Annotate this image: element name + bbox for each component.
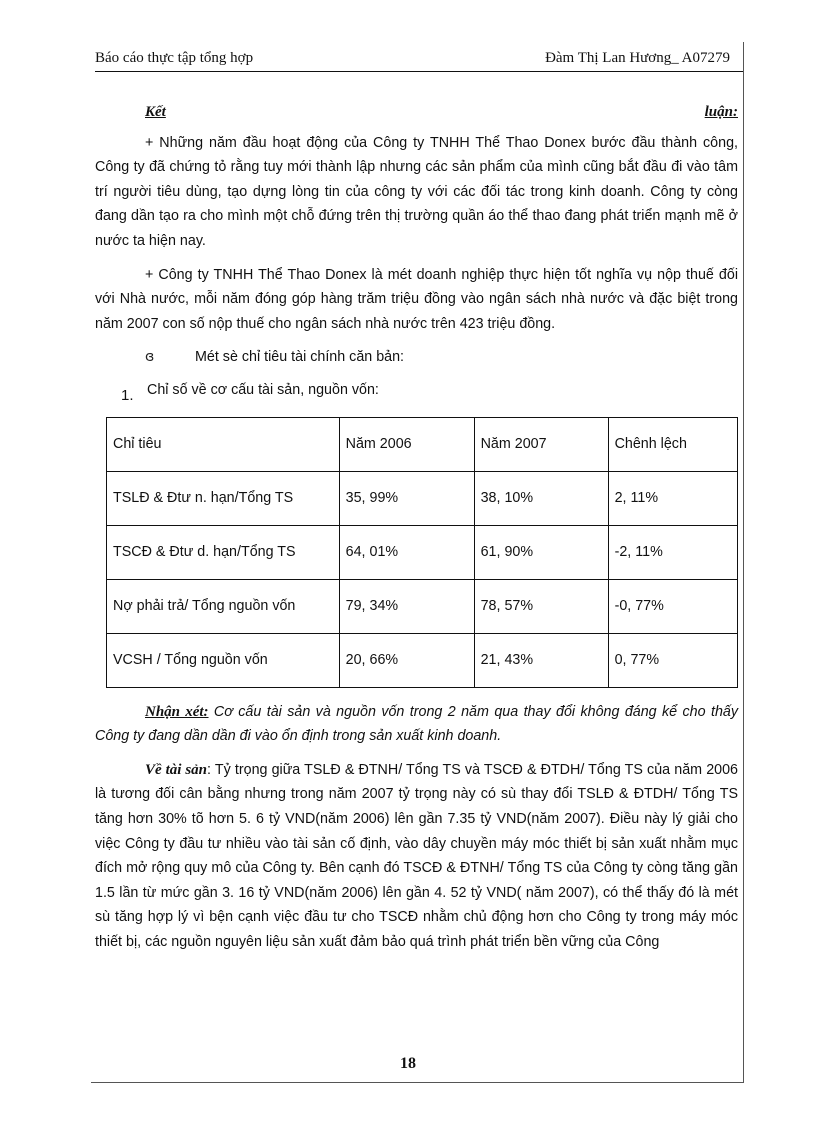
table-header-row <box>107 417 738 471</box>
table-row <box>107 579 738 633</box>
numbered-heading <box>121 378 738 403</box>
table-cell: 0, 77% <box>608 633 737 687</box>
header-author: Đàm Thị Lan Hương_ A07279 <box>545 50 730 66</box>
financial-structure-table <box>106 417 738 688</box>
table-cell: TSCĐ & Đtư d. hạn/Tổng TS <box>107 525 340 579</box>
table-cell: 79, 34% <box>339 579 474 633</box>
table-row <box>107 633 738 687</box>
table-cell: 21, 43% <box>474 633 608 687</box>
header-divider <box>95 71 743 72</box>
table-cell: 78, 57% <box>474 579 608 633</box>
assets-body: : Tỷ trọng giữa TSLĐ & ĐTNH/ Tổng TS và TSCĐ & ĐTDH/ Tổng TS của năm 2006 là tương đối cân bằng nhưng trong năm 2007 tỷ trọng này có sù thay đổi TSLĐ & ĐTDH/ Tổng TS tăng hơn 30% tõ hơn 5. 6 tỷ VND(năm 2006) lên gần 7.35 tỷ VND(năm 2007). Điều này lý giải cho việc Công ty đầu tư nhiều vào tài sản cố định, vào dây chuyền máy móc thiết bị sản xuất nhằm mục đích mở rộng quy mô của Công ty. Bên cạnh đó TSCĐ & ĐTNH/ Tổng TS của Công ty còng tăng gần 1.5 lần từ mức gần 3. 16 tỷ VND(năm 2006) lên gần 4. 52 tỷ VND( năm 2007), có thể thấy đó là mét sù tăng hợp lý vì bện cạnh việc đầu tư cho TSCĐ nhằm chủ động hơn cho Công ty trong máy móc thiết bị, các nguồn nguyên liệu sản xuất đảm bảo quá trình phát triển bền vững của Công <box>95 761 738 950</box>
table-header-cell: Chênh lệch <box>608 417 737 471</box>
conclusion-paragraph-1: + Những năm đầu hoạt động của Công ty TNHH Thể Thao Donex bước đầu thành công, Công ty đã chứng tỏ rằng tuy mới thành lập nhưng các sản phẩm của mình cũng bắt đầu đi vào tâm trí người tiêu dùng, tạo dựng lòng tin của công ty với các đối tác trong kinh doanh. Công ty còng đang dần tạo ra cho mình một chỗ đứng trên thị trường quần áo thể thao đang phát triển mạnh mẽ ở nước ta hiện nay. <box>95 134 738 249</box>
conclusion-heading-left: Kết <box>145 104 166 120</box>
table-row <box>107 471 738 525</box>
page-header <box>95 50 730 70</box>
table-row <box>107 525 738 579</box>
table-cell: 38, 10% <box>474 471 608 525</box>
remark-lead: Nhận xét: <box>145 703 209 720</box>
table-cell: Nợ phải trả/ Tổng nguồn vốn <box>107 579 340 633</box>
remark-paragraph <box>95 700 738 749</box>
table-cell: VCSH / Tổng nguồn vốn <box>107 633 340 687</box>
ornament-icon: ɞ <box>145 349 155 366</box>
table-header-cell: Năm 2007 <box>474 417 608 471</box>
page-number: 18 <box>400 1055 416 1072</box>
table-cell: TSLĐ & Đtư n. hạn/Tổng TS <box>107 471 340 525</box>
table-cell: 64, 01% <box>339 525 474 579</box>
assets-paragraph <box>95 758 738 955</box>
table-cell: -2, 11% <box>608 525 737 579</box>
table-cell: 35, 99% <box>339 471 474 525</box>
table-cell: 61, 90% <box>474 525 608 579</box>
table-header-cell: Năm 2006 <box>339 417 474 471</box>
table-header-cell: Chỉ tiêu <box>107 417 340 471</box>
page-content <box>95 100 738 954</box>
item-number: 1. <box>121 386 134 404</box>
item-title: Chỉ số về cơ cấu tài sản, nguồn vốn: <box>147 381 379 398</box>
table-cell: -0, 77% <box>608 579 737 633</box>
conclusion-paragraph-2: + Công ty TNHH Thể Thao Donex là mét doanh nghiệp thực hiện tốt nghĩa vụ nộp thuế đối với Nhà nước, mỗi năm đóng góp hàng trăm triệu đồng vào ngân sách nhà nước và đặc biệt trong năm 2007 con số nộp thuế cho ngân sách nhà nước trên 423 triệu đồng. <box>95 266 738 332</box>
table-cell: 2, 11% <box>608 471 737 525</box>
table-cell: 20, 66% <box>339 633 474 687</box>
assets-lead: Về tài sản <box>145 761 208 778</box>
conclusion-heading <box>95 100 738 125</box>
header-report-title: Báo cáo thực tập tổng hợp <box>95 50 254 66</box>
financial-indicators-label: Mét sè chỉ tiêu tài chính căn bản: <box>195 349 405 366</box>
remark-body: Cơ cấu tài sản và nguồn vốn trong 2 năm qua thay đổi không đáng kể cho thấy Công ty đang dần dần đi vào ổn định trong sản xuất kinh doanh. <box>95 703 738 745</box>
conclusion-heading-right: luận: <box>704 104 738 120</box>
financial-indicators-heading <box>95 345 738 370</box>
